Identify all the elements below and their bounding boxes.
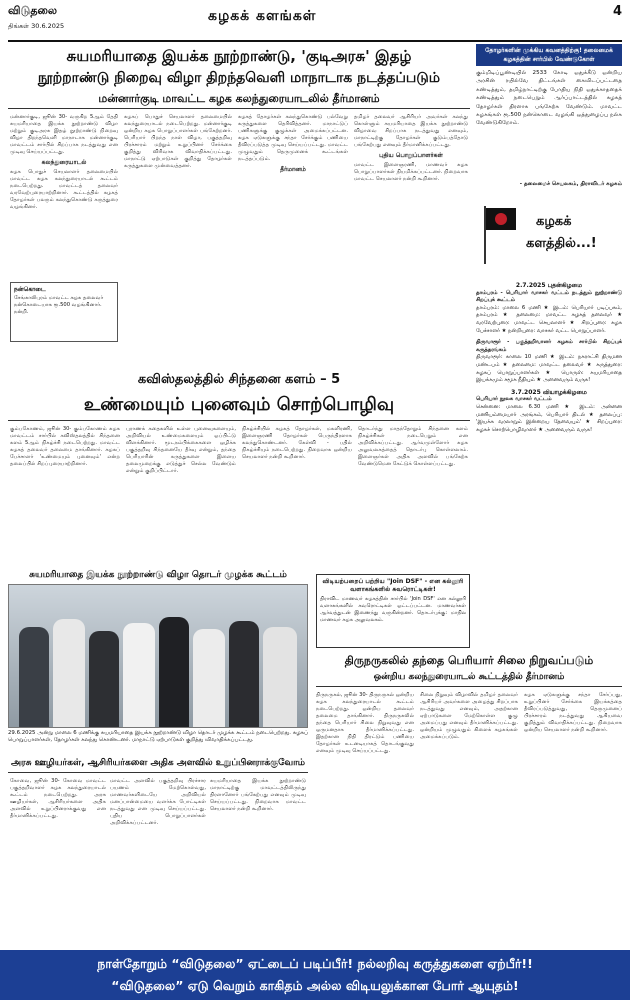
person	[123, 623, 155, 727]
article3-column-1	[316, 692, 414, 946]
event-text: தாம்பரம்: மாலை 6 மணி ★ இடம்: பெரியார் படிப்பகம், தாம்பரம் ★ தலைமை: மாவட்ட கழகத் தலைவர் ★ வரவேற்புரை: மாவட்ட செயலாளர் ★ சிறப்புரை: கழக பேச்சாளர் ★ நன்றியுரை: வாசகர் வட்ட பொறுப்பாளர்.	[476, 304, 622, 334]
lead-col1b-text: கழக பொதுச் செயலாளர் தலைமையில் மாவட்ட கழக கலந்துரையாடல் கூட்டம் நடைபெற்றது. மாவட்டத் தலைவர் வரவேற்புரையாற்றினார். கூட்டத்தில் கழகத் தோழர்கள் பலரும் கலந்துகொண்டு கருத்துரை வழங்கினர்.	[10, 169, 118, 210]
article3-column-2	[420, 692, 518, 946]
lead-col3-text: கழகத் தோழர்கள் கலந்துகொண்டு பல்வேறு கருத்துகளை தெரிவித்தனர். மாநாட்டுப் பணிகளுக்கு குழுக்கள் அமைக்கப்பட்டன. கழக ஏடுகளுக்கு சந்தா சேர்க்கும் பணியை தீவிரப்படுத்த முடிவு செய்யப்பட்டது. மாவட்ட முழுவதும் தெருமுனைக் கூட்டங்கள் நடத்தப்படும்.	[238, 114, 348, 162]
article3-headline: திருநருகலில் தந்தை பெரியார் சிலை நிறுவப்படும்	[344, 654, 594, 667]
lead-headline-2: நூற்றாண்டு நிறைவு விழா திறந்தவெளி மாநாடாக நடத்தப்படும்	[37, 70, 441, 86]
donation-box	[10, 282, 118, 342]
kazhaga-kalathil-logo	[476, 200, 622, 278]
event-title: திருவாரூர் - பகுத்தறிவாளர் கழகம் சார்பில் சிறப்புக் கருத்தரங்கம்	[476, 339, 622, 353]
lead-col4b-text: மாவட்ட இளைஞரணி, மாணவர் கழக பொறுப்பாளர்கள் நியமிக்கப்பட்டனர். நிறைவாக மாவட்ட செயலாளர் நன்றி கூறினார்.	[354, 162, 468, 182]
section-col3-text: நிகழ்ச்சியில் கழகத் தோழர்கள், மகளிரணி, இளைஞரணி தோழர்கள் பெருந்திரளாக கலந்துகொண்டனர். கேள்வி - பதில் நிகழ்ச்சியும் நடைபெற்றது. நிறைவாக ஒன்றிய செயலாளர் நன்றி கூறினார்.	[242, 426, 352, 460]
lead-column-4	[354, 114, 468, 364]
section-column-3	[242, 426, 352, 566]
photo-caption: 29.6.2025 அன்று மாலை 6 மணிக்கு சுயமரியாதை இயக்க நூற்றாண்டு விழா தொடர் முழக்க கூட்டம் நடைபெற்றது. கழகப் பொறுப்பாளர்கள், தோழர்கள் கலந்து கொண்டனர். மாநாட்டு ஏற்பாடுகள் குறித்து விவாதிக்கப்பட்டது.	[8, 730, 308, 744]
lead-column-2	[124, 114, 232, 364]
section-col2-text: புராணக் கதைகளில் உள்ள புனைவுகளையும், அறிவியல் உண்மைகளையும் ஒப்பிட்டு விளக்கினார். மூடநம்பிக்கைகளை ஒழிக்க பகுத்தறிவு சிந்தனையே தீர்வு என்றும், தந்தை பெரியாரின் கருத்துகளை இளைய தலைமுறைக்கு எடுத்துச் செல்ல வேண்டும் என்றும் குறிப்பிட்டார்.	[126, 426, 236, 474]
page-number: 4	[612, 4, 622, 19]
sidebar-banner: தோழர்களின் முக்கிய கவனத்திற்கு! தலைமைக் கழகத்தின் சார்பில் வேண்டுகோள்	[476, 44, 622, 66]
article3-subheadline: ஒன்றிய கலந்துரையாடல் கூட்டத்தில் தீர்மானம்	[373, 672, 565, 682]
lead-col4-heading: புதிய பொறுப்பாளர்கள்	[379, 152, 443, 159]
section-col4-text: தொடர்ந்து மாதந்தோறும் சிந்தனை களம் நிகழ்ச்சிகள் நடைபெறும் என அறிவிக்கப்பட்டது. ஆர்வமுள்ளோர் கழக அலுவலகத்தைத் தொடர்பு கொள்ளலாம். இளைஞர்கள் அதிக அளவில் பங்கேற்க வேண்டுமென கேட்டுக் கொள்ளப்பட்டது.	[358, 426, 468, 467]
person	[193, 629, 225, 727]
notice-box	[316, 574, 470, 648]
article2-col3-text: சுயமரியாதை இயக்க நூற்றாண்டு மாநாட்டிற்கு மாவட்டத்திலிருந்து திரளானோர் பங்கேற்பது எனவும் முடிவு செய்யப்பட்டது. நிறைவாக மாவட்ட செயலாளர் நன்றி கூறினார்.	[210, 778, 306, 812]
person	[89, 631, 119, 727]
masthead-rule	[8, 40, 622, 42]
article3-col3-text: கழக ஏடுகளுக்கு சந்தா சேர்ப்பது, உறுப்பினர் சேர்க்கை இயக்கத்தை தீவிரப்படுத்துவது, தெருமுனைப் பிரச்சாரம் நடத்துவது ஆகியவை குறித்தும் விவாதிக்கப்பட்டது. நிறைவாக ஒன்றிய செயலாளர் நன்றி கூறினார்.	[524, 692, 622, 733]
photo-title: சுயமரியாதை இயக்க நூற்றாண்டு விழா தொடர் முழக்க கூட்டம்	[29, 570, 287, 580]
footer-line-2: “விடுதலை” ஏடு வெறும் காகிதம் அல்ல விடியலுக்கான போர் ஆயுதம்!	[111, 978, 519, 993]
logo-text-1: கழகக்	[536, 214, 572, 229]
lead-rule	[8, 108, 470, 109]
article2-column-3	[210, 778, 306, 946]
paper-name: விடுதலை	[8, 4, 58, 17]
event-date: 3.7.2025 வியாழக்கிழமை	[511, 388, 587, 396]
person	[159, 617, 189, 727]
article3-column-3	[524, 692, 622, 946]
person	[19, 627, 49, 727]
lead-col1-text: மன்னார்குடி, ஜூன் 30- வருகிற 5ஆம் தேதி சுயமரியாதை இயக்க நூற்றாண்டு விழா மற்றும் குடிஅரசு இதழ் நூற்றாண்டு நிறைவு விழா திறந்தவெளி மாநாடாக மன்னார்குடி மாவட்டம் சார்பில் சிறப்பாக நடத்துவது என முடிவு செய்யப்பட்டது.	[10, 114, 118, 155]
section-subtitle: உண்மையும் புனைவும் சொற்பொழிவு	[83, 394, 395, 415]
article2-col2-text: மாவட்ட அளவில் பகுத்தறிவு பிரச்சார பயணம் மேற்கொள்வது, மாணவர்களிடையே அறிவியல் மனப்பான்மையை வளர்க்க போட்டிகள் நடத்துவது என முடிவு செய்யப்பட்டது. புதிய பொறுப்பாளர்கள் அறிவிக்கப்பட்டனர்.	[110, 778, 206, 826]
lead-col2-text: கழகப் பொதுச் செயலாளர் தலைமையில் கலந்துரையாடல் நடைபெற்றது. மன்னார்குடி ஒன்றிய கழக பொறுப்பாளர்கள் பங்கேற்றனர். பெரியார் பிறந்த நாள் விழா, பகுத்தறிவு பிரச்சாரம் மற்றும் உறுப்பினர் சேர்க்கை குறித்து விரிவாக விவாதிக்கப்பட்டது. மாநாட்டு ஏற்பாடுகள் குறித்து தோழர்கள் கருத்துகளை முன்வைத்தனர்.	[124, 114, 232, 169]
section-rule	[8, 420, 470, 421]
lead-col3-heading: தீர்மானம்	[280, 166, 306, 173]
event-date: 2.7.2025 புதன்கிழமை	[515, 282, 583, 289]
article2-rule	[8, 772, 308, 773]
article2-col1-text: கோவை, ஜூன் 30- கோவை மாவட்ட பகுத்தறிவாளர் கழக கலந்துரையாடல் கூட்டம் நடைபெற்றது. அரசு ஊழியர்கள், ஆசிரியர்களை அதிக அளவில் உறுப்பினராக்குவது என தீர்மானிக்கப்பட்டது.	[10, 778, 106, 819]
article3-col1-text: திருநருகல், ஜூன் 30- திருநருகல் ஒன்றிய கழக கலந்துரையாடல் கூட்டம் நடைபெற்றது. ஒன்றிய தலைவர் தலைமை தாங்கினார். திருநருகலில் தந்தை பெரியார் சிலை நிறுவுவது என ஒருமனதாக தீர்மானிக்கப்பட்டது. இதற்கான நிதி திரட்டும் பணியை தோழர்கள் உடனடியாகத் தொடங்குவது எனவும் முடிவு செய்யப்பட்டது.	[316, 692, 414, 754]
section-title: கவிஸ்தலத்தில் சிந்தனை களம் – 5	[137, 372, 341, 387]
event-text: சென்னை: மாலை 6.30 மணி ★ இடம்: அன்னை மணியம்மையார் அரங்கம், பெரியார் திடல் ★ தலைப்பு: 'இயக்க வரலாறும் இன்றைய தேவையும்' ★ சிறப்புரை: கழகச் சொற்பொழிவாளர் ★ அனைவரும் வருக!	[476, 403, 622, 433]
lead-subheadline: மன்னார்குடி மாவட்ட கழக கலந்துரையாடலில் தீர்மானம்	[98, 92, 380, 105]
event-text: திருவாரூர்: காலை 10 மணி ★ இடம்: நகராட்சி திருமண மண்டபம் ★ தலைமை: மாவட்ட தலைவர் ★ கருத்துரை: கழகப் பொறுப்பாளர்கள் ★ பொருள்: சுயமரியாதை இயக்கமும் சமூக நீதியும் ★ அனைவரும் வருக!	[476, 354, 622, 384]
event-title: பெரியார் நூலக வாசகர் வட்டம்	[476, 396, 552, 403]
lead-headline: சுயமரியாதை இயக்க நூற்றாண்டு, 'குடிஅரசு' இதழ்	[66, 47, 412, 65]
section-col1-text: கும்பகோணம், ஜூன் 30- கும்பகோணம் கழக மாவட்டம் சார்பில் கவிஸ்தலத்தில் சிந்தனை களம் 5ஆம் நிகழ்ச்சி நடைபெற்றது. மாவட்ட கழகத் தலைவர் தலைமை தாங்கினார். கழகப் பேச்சாளர் 'உண்மையும் புனைவும்' என்ற தலைப்பில் சிறப்புரையாற்றினார்.	[10, 426, 120, 467]
section-heading: கழகக் களங்கள்	[208, 8, 317, 24]
article3-col2-text: சிலை நிறுவும் விழாவில் தமிழர் தலைவர் ஆசிரியர் அவர்களை அழைத்து சிறப்பாக நடத்துவது எனவும், அதற்கான ஏற்பாடுகளை மேற்கொள்ள குழு அமைப்பது எனவும் தீர்மானிக்கப்பட்டது. ஒன்றியம் முழுவதும் கிளைக் கழகங்கள் அமைக்கப்படும்.	[420, 692, 518, 740]
logo-text-2: களத்தில்...!	[526, 236, 597, 251]
flag-icon	[482, 206, 518, 264]
lead-column-3	[238, 114, 348, 364]
article3-rule	[316, 686, 622, 687]
article2-column-2	[110, 778, 206, 946]
issue-date: திங்கள் 30.6.2025	[8, 22, 65, 30]
lead-col4-text: தமிழர் தலைவர் ஆசிரியர் அவர்கள் கலந்து கொள்ளும் சுயமரியாதை இயக்க நூற்றாண்டு விழாவை சிறப்பாக நடத்துவது எனவும், மாநாட்டிற்கு தோழர்கள் குடும்பத்தோடு பங்கேற்பது எனவும் தீர்மானிக்கப்பட்டது.	[354, 114, 468, 148]
article2-headline: அரசு ஊழியர்கள், ஆசிரியர்களை அதிக அளவில் உறுப்பினராக்குவோம்	[10, 758, 306, 768]
person	[263, 627, 297, 727]
group-photo	[8, 584, 308, 728]
donation-box-heading: நன்கொடை	[14, 286, 46, 293]
article2-column-1	[10, 778, 106, 946]
sidebar-credit: - தலைமைச் செயலகம், திராவிடர் கழகம்	[519, 181, 622, 187]
section-column-1	[10, 426, 120, 566]
section-column-4	[358, 426, 468, 566]
footer-banner	[0, 950, 630, 1000]
section-column-2	[126, 426, 236, 566]
footer-line-1: நாள்தோறும் “விடுதலை” ஏட்டைப் படிப்பீர்! நல்லறிவு கருத்துகளை ஏற்பீர்!!	[97, 956, 533, 971]
event-title: தாம்பரம் - பெரியார் வாசகர் வட்டம் நடத்தும் நூற்றாண்டு சிறப்புக் கூட்டம்	[476, 289, 622, 304]
lead-col1-heading: கலந்துரையாடல்	[41, 159, 87, 166]
donation-box-text: சேங்காலிபுரம் மாவட்ட கழக தலைவர் நன்கொடையாக ரூ.500 வழங்கினார். நன்றி.	[14, 295, 104, 315]
lead-column-1	[10, 114, 118, 280]
masthead	[8, 4, 622, 38]
notice-title: விடியற்பறைப் பற்றிய "Join DSF" - என கல்லூரி வளாகங்களில் சுவரொட்டிகள்!	[322, 578, 464, 593]
person	[53, 619, 85, 727]
person	[229, 621, 259, 727]
sidebar-news: கும்மிடிப்பூண்டியில் 2533 கோடி ஒதுக்கீடு ஒன்றிய அரசின் ரயில்வே திட்டங்கள் கைவிடப்பட்டதை கண்டித்தும், தமிழ்நாட்டிற்கு போதிய நிதி ஒதுக்காததைக் கண்டித்தும் நடைபெறும் ஆர்ப்பாட்டத்தில் கழகத் தோழர்கள் திரளாக பங்கேற்க வேண்டும். மாவட்ட கழகங்கள் ரூ.500 நன்கொடை வழங்கி ஒத்துழைப்பு நல்க வேண்டுகிறோம்.	[476, 70, 622, 127]
notice-text: திராவிட மாணவர் கழகத்தின் சார்பில் 'Join DSF' என கல்லூரி வளாகங்களில் சுவரொட்டிகள் ஒட்டப்பட்டன. மாணவர்கள் ஆர்வத்துடன் இணைந்து வருகின்றனர். தொடர்புக்கு: மாநில மாணவர் கழக அலுவலகம்.	[320, 596, 466, 623]
